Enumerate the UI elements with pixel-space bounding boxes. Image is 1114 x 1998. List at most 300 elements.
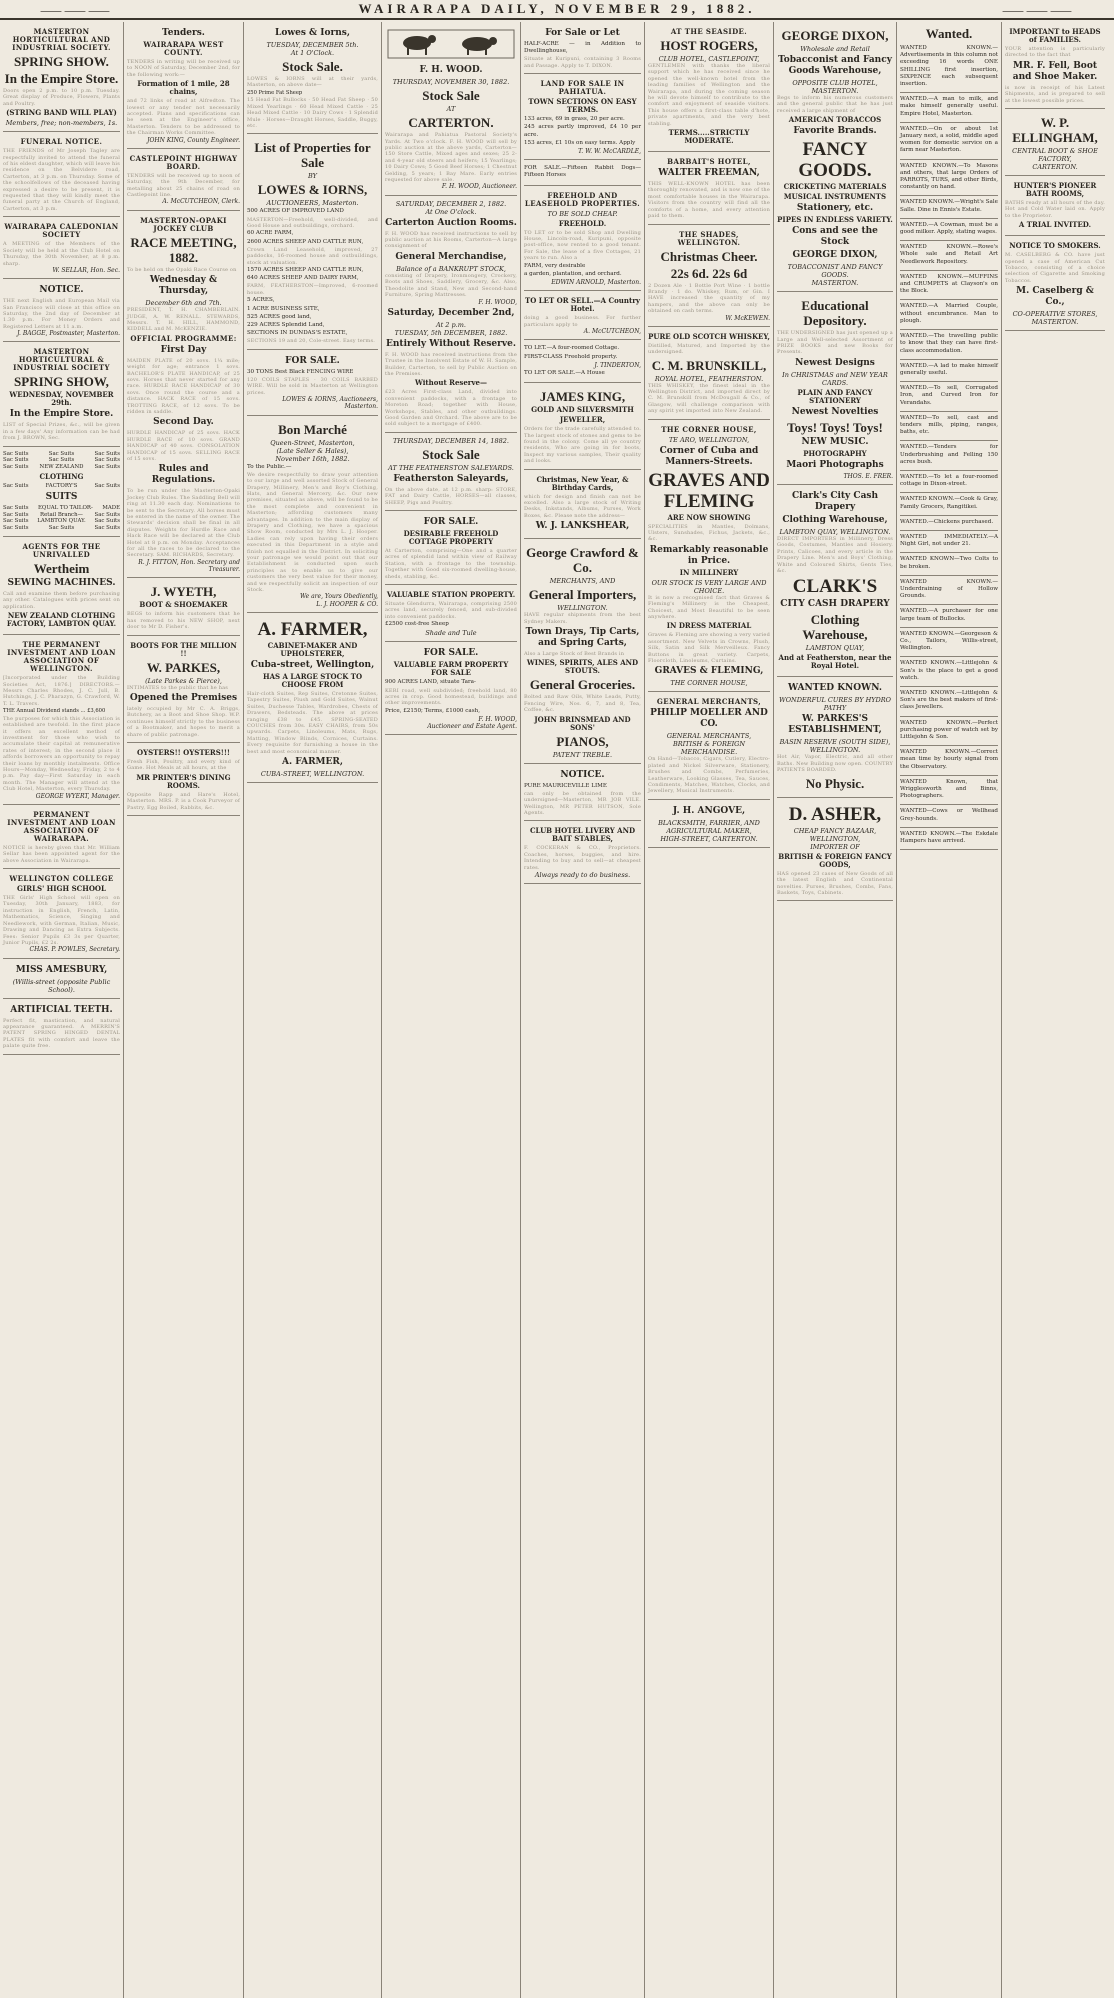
club-sub: Always ready to do business. (534, 871, 631, 880)
featherston-body: On the above date, at 12 p.m. sharp: STORE, FAT and Dairy Cattle, HORSES—all classes, SHEEP, Pigs and Poultry. (385, 486, 517, 506)
station-title: VALUABLE STATION PROPERTY. (386, 590, 516, 600)
wanted-item: WANTED KNOWN.—Littlejohn & Son's is the place to get a good watch. (900, 658, 998, 687)
wanted-item: WANTED.—A Cowman, must be a good milker. Apply, stating wages. (900, 220, 998, 241)
wertheim-body: Call and examine them before purchasing any other. Catalogues with prices sent on application. (3, 590, 120, 610)
mccardle: T. W. W. McCARDLE, (578, 148, 641, 156)
wanted-item: WANTED KNOWN.—To Masons and others, that large Orders of PARROTS, TURS, and other Birds, constantly on hand. (900, 161, 998, 197)
station-property (385, 587, 517, 642)
american-tobaccos: AMERICAN TOBACCOS (788, 115, 882, 125)
fell-boot: MR. F. Fell, Boot and Shoe Maker. (1012, 60, 1098, 82)
college-sig: CHAS. P. POWLES, Secretary. (29, 946, 120, 954)
wanted-list (900, 43, 998, 850)
musical: MUSICAL INSTRUMENTS (783, 192, 887, 202)
brunskill-name: C. M. BRUNSKILL, (651, 357, 767, 373)
acres-153: 153 acres, £1 10s on easy terms. Apply (524, 139, 636, 146)
formation: Formation of 1 mile, 28 chains, (137, 79, 230, 97)
club-stables-title: CLUB HOTEL LIVERY AND BAIT STABLES, (529, 826, 636, 844)
city-cash: CITY CASH DRAPERY (780, 599, 890, 610)
dixon-body: Begs to inform his numerous customers and the general public that he has just received a large shipment of (777, 95, 893, 114)
caledonian-body: A MEETING of the Members of the Society will be held at the Club Hotel on Thursday, the 30th November, at 8 p.m. sharp. (3, 241, 120, 267)
acres-1570: 1570 ACRES SHEEP AND CATTLE RUN, (247, 267, 364, 274)
notice-body: THE next English and European Mail via San Francisco will close at this office on Saturday, the 2nd day of December at 1.30 p.m. For Money Orders and Registered Letters at 11 a.m. (3, 298, 120, 330)
wood-head: F. H. WOOD. (419, 65, 483, 76)
christmas-cards: Christmas, New Year, & Birthday Cards, (536, 474, 629, 492)
town-sections: TOWN SECTIONS ON EASY TERMS. (528, 97, 637, 115)
wood-date: THURSDAY, NOVEMBER 30, 1882. (392, 78, 510, 87)
wanted-item: WANTED.—The travelling public to know that they can have first-class accommodation. (900, 331, 998, 360)
patent-treble: PATENT TREBLE. (552, 750, 613, 759)
county-title: WAIRARAPA WEST COUNTY. (143, 40, 224, 57)
agents-label: AGENTS FOR THE UNRIVALLED (22, 541, 101, 559)
wood-sig-2: F. H. WOOD, (478, 298, 517, 306)
crawford-body: HAVE regular shipments from the best Sydney Makers. (524, 612, 641, 625)
fencing-wire-ad (247, 352, 378, 416)
wanted-item: WANTED—Cows or Wellhead Grey-hounds. (900, 806, 998, 827)
freeman-ad (648, 154, 770, 224)
wyeth-ad (127, 580, 240, 635)
asher-name: D. ASHER, (788, 803, 882, 825)
sale-date: TUESDAY, DECEMBER 5th. (266, 41, 359, 49)
acres-500-body: MASTERTON—Freehold, well-divided, and Good House and outbuildings, orchard. (247, 216, 378, 230)
stock-list: 15 Head Fat Bullocks · 50 Head Fat Sheep · 50 Mixed Yearlings · 60 Head Mixed Cattle · 25 Head Mixed Cattle · 10 Dairy Cows · 1 Splendid Mule · Horses—Draught Horses, Saddle, Buggy, etc. (247, 97, 378, 130)
wanted-item: WANTED KNOWN.—Underdraining of Hollow Grounds. (900, 577, 998, 606)
crawford-wellington: WELLINGTON. (557, 604, 608, 613)
tobacconist: Tobacconist and Fancy Goods Warehouse, (778, 55, 892, 76)
permanent2-title: PERMANENT INVESTMENT AND LOAN ASSOCIATION OF WAIRARAPA. (7, 809, 116, 843)
hunters-body: BATHS ready at all hours of the day. Hot and Cold Water laid on. Apply to the Proprietor. (1005, 200, 1105, 219)
without-body: £23 Acres First-class Land, divided into convenient paddocks, with a frontage to Moreton Road; together with House, Workshops, Stables, and other outbuildings. Good Garden and Orchard. The above are to be sold subject to a mortgage of £400. (385, 389, 517, 428)
bon-title: Bon Marché (278, 421, 347, 437)
miss-amesbury (3, 961, 120, 999)
highway-sig: A. McCUTCHEON, Clerk. (162, 198, 240, 206)
wanted-item: WANTED.—A purchaser for one large team of Bullocks. (900, 606, 998, 627)
college-ad (3, 871, 120, 958)
farmer-name: A. FARMER, (257, 618, 368, 640)
artificial-teeth (3, 1001, 120, 1055)
wanted-item: WANTED KNOWN.—Correct mean time by hourly signal from the Observatory. (900, 747, 998, 776)
without-reserve: Without Reserve— (414, 378, 488, 388)
land-sale: LAND FOR SALE IN PAHIATUA. (540, 79, 625, 97)
wood-sale-body: Wairarapa and Pahiatua Pastoral Society's Yards. At Two o'clock. F. H. WOOD will sell by public auction at the above yards, Carterton—150 Store Cattle, Mixed ages and sexes; 25 2- and 4-year old steers and heifers; 15 Yearlings; 10 Dairy Cows; 5 Good Beef Horses; 1 Chestnut Gelding, 5 years; 1 Bay Mare. Early entries requested for above sale. (385, 132, 517, 184)
farmer-name-2: A. FARMER, (281, 756, 343, 767)
for-sale-or-let: For Sale or Let (545, 28, 620, 38)
entirely-without-reserve: Entirely Without Reserve. (386, 338, 516, 349)
auctioneers-sub: AUCTIONEERS, Masterton. (266, 199, 359, 208)
farmer-stock: HAS A LARGE STOCK TO CHOOSE FROM (262, 671, 363, 689)
oysters: OYSTERS!! OYSTERS!!! (137, 747, 230, 757)
wanted-item: WANTED.—Tenders for Underbrushing and Felling 150 acres bush. (900, 442, 998, 471)
mcfarlane: A. McCUTCHEON, (583, 328, 641, 336)
oysters-ad (127, 745, 240, 816)
dixon-wholesale: Wholesale and Retail (800, 45, 870, 53)
rules-body: To be run under the Masterton-Opaki Jockey Club Rules. The Saddling Bell will ring at 11.30 each day. Nominations to be sent to the Secretary. All horses must be entered in the name of the owner. The Stewards' decision shall be final in all disputes. Weights for Hurdle Race and Hack Race will be declared at the Club Hotel at 8 p.m. on Monday. Acceptances for all the races to be declared to the Secretary. SAM. RICHARDS, Secretary. (127, 488, 240, 559)
graves-body: SPECIALITIES in Mantles, Dolmans, Ulsters, Sunshades, Fichus, Jackets, &c., &c. (648, 523, 770, 543)
wanted-title: Wanted. (925, 26, 973, 41)
station-sub: Shade and Tule (425, 629, 477, 638)
favorite-brands: Favorite Brands. (793, 126, 877, 137)
column-7 (774, 22, 897, 1998)
funeral-notice (3, 134, 120, 217)
suits-clothing: CLOTHING (39, 471, 84, 481)
empire-store-title: In the Empire Store. (4, 71, 119, 86)
permanent2-body: NOTICE is hereby given that Mr. William Sellar has been appointed agent for the above Association in Wairarapa. (3, 844, 120, 864)
sat-dec-2: Saturday, December 2nd, (387, 307, 515, 318)
rules-sig: R. J. FITTON, Hon. Secretary and Treasurer. (138, 558, 240, 574)
parkes-body: INTIMATES to the public that he has (127, 684, 229, 691)
wanted-item: WANTED KNOWN.—Perfect purchasing power of watch set by Littlejohn & Son. (900, 718, 998, 747)
wanted-item: WANTED Known, that Wrigglesworth and Binns, Photographers. (900, 777, 998, 806)
clothing-2: Clothing Warehouse, (802, 612, 868, 643)
parkes-establishment: W. PARKES'S ESTABLISHMENT, (788, 714, 882, 736)
column-3 (244, 22, 382, 1998)
cabinet-maker: CABINET-MAKER AND UPHOLSTERER, (267, 640, 358, 658)
cottage-let (524, 342, 641, 383)
sections-body: SECTIONS 19 and 20, Cole-street. Easy terms. (247, 338, 376, 345)
desirable-cottage: DESIRABLE FREEHOLD COTTAGE PROPERTY (403, 528, 499, 546)
wanted-item: WANTED.—On or about 1st January next, a solid, middle aged women for domestic service on a farm near Masterton. (900, 124, 998, 160)
show2-date: WEDNESDAY, NOVEMBER 29th. (9, 390, 114, 408)
featherston-sale (385, 435, 517, 511)
dixon-ad (777, 24, 893, 292)
tenders-sig: JOHN KING, County Engineer. (147, 136, 240, 144)
race-officers: PRESIDENT, T. H. CHAMBERLAIN. JUDGE, A. W. RENALL. STEWARDS, Messrs. T. H. HILL, HAMMOND, KIDDELL and M. McKENZIE. (127, 307, 240, 333)
columns (0, 22, 1114, 1998)
highway-ad (127, 151, 240, 211)
groceries-body: Bolted and Raw Oils, White Leads, Putty, Fencing Wire, Nos. 6, 7, and 8, Tea, Coffee, &c. (524, 694, 641, 714)
members-fee: Members, free; non-members, 1s. (5, 119, 118, 128)
parkes-hydro (777, 679, 893, 797)
wood-at-one: At One O'clock. (425, 207, 477, 216)
rogers-name: HOST ROGERS, (660, 38, 758, 53)
sale-time: At 1 O'Clock. (290, 49, 335, 57)
show2-body: LIST of Special Prizes, &c., will be given in a few days' Any information can be had from J. BROWN, Sec. (3, 422, 120, 442)
pipes: PIPES IN ENDLESS VARIETY. (777, 215, 893, 225)
wertheim-name: Wertheim (33, 560, 90, 576)
acres-640: 640 ACRES SHEEP AND DAIRY FARM, (247, 275, 359, 282)
wood-at: AT (446, 105, 456, 114)
programme-title: OFFICIAL PROGRAMME: (130, 333, 237, 343)
acres-2600: 2600 ACRES SHEEP AND CATTLE RUN, (247, 238, 364, 245)
station-price: £2500 cost-free Sheep (385, 621, 449, 628)
wanted-item: WANTED KNOWN.—Cook & Gray, Family Grocers, Rangitikei. (900, 494, 998, 515)
ellingham-ad (1005, 111, 1105, 176)
to-let-house: TO LET OR SALE.—A House (524, 369, 605, 376)
high-street: HIGH-STREET, CARTERTON. (660, 834, 758, 843)
properties-list (247, 136, 378, 349)
cuba-street: Cuba-street, Wellington, (250, 659, 375, 670)
wanted-item: WANTED KNOWN.—Wright's Sale Salle. Dine in Ennis's Estate. (900, 197, 998, 218)
shades-title: THE SHADES, WELLINGTON. (677, 229, 741, 247)
boot-factory: CENTRAL BOOT & SHOE FACTORY, (1012, 147, 1098, 164)
hydro-body: Hot Air, Vapor, Electric, and all other Baths. New Building now open. COUNTRY PATIENTS BOARDED. (777, 754, 893, 774)
column-1 (0, 22, 124, 1998)
graves-fleming: GRAVES AND FLEMING (648, 469, 770, 512)
masthead-rule-right: ⸺⸺⸺ (1002, 2, 1074, 18)
wood-rooms-sale (385, 198, 517, 433)
featherston-yards: AT THE FEATHERSTON SALEYARDS. (388, 463, 514, 472)
notice-5: NOTICE. (560, 769, 605, 780)
carterton-rooms: Carterton Auction Rooms. (385, 217, 517, 228)
teeth-body: Perfect fit, mastication, and natural appearance guaranteed. A MERRIN'S PATENT SPRING HINGED DENTAL PLATES fit with comfort and leave the palate quite free. (3, 1017, 120, 1050)
cheap: TO BE SOLD CHEAP. (547, 209, 618, 218)
acres-525: 525 ACRES good land, (247, 313, 312, 320)
freehold-title: FREEHOLD AND LEASEHOLD PROPERTIES. (524, 190, 641, 208)
miss-name: MISS AMESBURY, (15, 964, 108, 975)
caselberg-name: M. Caselberg & Co., (1016, 286, 1094, 308)
bon-date: November 16th, 1882. (275, 454, 350, 463)
cottage-let-line: TO LET.—A four-roomed Cottage. (524, 345, 620, 352)
show2-society: MASTERTON HORTICULTURAL & INDUSTRIAL SOCIETY (13, 347, 110, 373)
sewing-machines: SEWING MACHINES. (7, 577, 116, 588)
opposite-club: OPPOSITE CLUB HOTEL, MASTERTON. (792, 79, 878, 95)
crawford-importers: General Importers, (528, 587, 637, 603)
cottage-body: At Carterton, comprising—One and a quarter acres of splendid land within view of Railway Station, with a frontage to the township. Together with Good six-roomed dwelling-house, sheds, stabling, &c. (385, 547, 517, 580)
suits-ad: Sac Suits Sac Suits Sac Suits Sac Suits Sac Suits Sac Suits Sac Suits NEW ZEALAND Sac Suits CLOTHING Sac Suits FACTORY'S Sac Suits SUITS Sac Suits EQUAL TO TAILOR- MADE Sac Suits Retail Branch— Sac Suits Sac Suits LAMBTON QUAY. Sac Suits Sac Suits Sac Suits Sac Suits (3, 449, 120, 537)
moeller-general: GENERAL MERCHANTS, (666, 732, 752, 741)
millinery-body: It is now a recognised fact that Graves & Fleming's Millinery is the Cheapest, Choicest, and Most Beautiful to be seen anywhere. (648, 594, 770, 621)
society-name: MASTERTON HORTICULTURAL AND INDUSTRIAL SOCIETY. (12, 27, 111, 52)
bon-body: We desire respectfully to draw your attention to our large and well assorted Stock of General Drapery, Millinery, Men's and Boy's Clothing, Hats, and General Mercery, &c. Our new premises, situated as above, will be found to be the most complete and convenient in Masterton; affording customers many advantages. In addition to the main display of Drapery and Clothing, we have a spacious Show Room, conducted by Mrs L. J. Hooper. Ladies can rely upon having their orders executed in this Department in a style and finish not equalled in the District. In soliciting your patronage we would point out that our Establishment is conducted upon such principles as to enable us to give our customers the very best value for their money, and we respectfully solicit an inspection of our Stock. (247, 471, 378, 594)
properties-title: List of Properties for Sale (254, 140, 371, 171)
moeller-ad (648, 694, 770, 799)
stock-large: OUR STOCK IS VERY LARGE AND CHOICE. (651, 578, 767, 595)
permanent-sig: GEORGE WYERT, Manager. (35, 792, 120, 800)
for-sale-farm: FOR SALE. (423, 648, 479, 659)
first-day: First Day (160, 344, 207, 355)
shades-ad (648, 227, 770, 327)
crawford-merchants: MERCHANTS, AND (549, 577, 616, 586)
general-merchandise: General Merchandise, (395, 251, 507, 262)
lime-body: can only be obtained from the undersigned—Masterton, MR JOB VILE. Wellington, MR PETER HUTSON, Sole Agents. (524, 790, 641, 817)
club-body: F. COCKERAN & CO., Proprietors. Coaches, horses, buggies, and hire. Intending to buy and to sell—at cheapest rates. (524, 845, 641, 871)
millinery: IN MILLINERY (679, 567, 739, 577)
sections: SECTIONS IN DUNDAS'S ESTATE, (247, 330, 348, 337)
new-music: NEW MUSIC. (801, 436, 869, 447)
jeweller: JEWELLER, (559, 415, 606, 425)
acres-2600-body: Crown Land Leasehold, improved, 27 paddocks, 16-roomed house and outbuildings, stock at valuation. (247, 246, 378, 266)
parkes-sub: (Late Parkes & Pierce), (145, 676, 222, 685)
wonderful-cures: WONDERFUL CURES BY HYDRO PATHY (779, 696, 891, 713)
rabbit-dogs (524, 162, 641, 185)
miss-sub: (Willis-street (opposite Public School). (12, 977, 111, 994)
lowes-firm: Lowes & Iorns, (275, 28, 350, 38)
lime-notice (524, 766, 641, 822)
wood-stock-sale-title: Stock Sale (422, 88, 480, 104)
notice-title: NOTICE. (39, 285, 84, 296)
important-body: YOUR attention is particularly directed to the fact that (1005, 46, 1105, 59)
hunters-ad (1005, 178, 1105, 236)
newest-designs: Newest Designs (795, 357, 875, 368)
frer-sig: THOS. E. FRER. (843, 472, 893, 480)
livestock-icon (387, 29, 515, 59)
tinsdale: J. TINDERTON, (594, 361, 641, 369)
clarks-ad (777, 487, 893, 677)
ellingham-name: W. P. ELLINGHAM, (1012, 115, 1098, 146)
graves-fleming-2: GRAVES & FLEMING, (654, 666, 764, 677)
educational-ad (777, 294, 893, 485)
reserve-body: F. H. WOOD has received instructions from the Trustee in the Insolvent Estate of W. H. Sample, Builder, Carterton, to sell by Public Auction on the Premises. (385, 351, 517, 377)
asher-ad (777, 800, 893, 902)
wines: WINES, SPIRITS, ALES AND STOUTS. (526, 658, 639, 676)
lambton-2: LAMBTON QUAY, (805, 644, 865, 653)
funeral-body: THE FRIENDS of Mr Joseph Tagley are respectfully invited to attend the funeral of his eldest daughter, which will leave his residence on the Belvidere road, Carterton, at 3 p.m. on Thursday. Some of the schoolfellows of the deceased having expressed a desire to be present, it is requested that they will kindly meet the funeral party at the Church of England, Carterton, at 3 p.m. (3, 148, 120, 212)
dress-material: IN DRESS MATERIAL (666, 621, 752, 631)
permanent-body-2: The purposes for which this Association is established are twofold. In the first place it offers an excellent method of investment for those who wish to accumulate their capital at remunerative rates of interest; in the second place it affords borrowers an opportunity to repay their loans by monthly instalments. Office Hours—Monday, Wednesday, Friday, 2 to 4 p.m. Pay day—First Saturday in each month. The Manager will attend at the Club Hotel, Masterton, every Thursday. (3, 715, 120, 793)
xmas-cards: In CHRISTMAS and NEW YEAR CARDS. (782, 370, 888, 387)
corner-house: THE CORNER HOUSE, (661, 424, 757, 434)
lowes-sale-ad (247, 24, 378, 134)
general-merchants: GENERAL MERCHANTS, (656, 697, 762, 707)
bon-yours: We are, Yours Obediently, (299, 593, 378, 601)
seaside: AT THE SEASIDE. (670, 27, 748, 36)
tue-5-dec: TUESDAY, 5th DECEMBER, 1882. (394, 328, 508, 337)
cons-stock: Cons and see the Stock (792, 226, 878, 248)
girls-school: GIRLS' HIGH SCHOOL (17, 884, 106, 894)
drays-body: Also a Large Stock of Best Brands in (524, 650, 625, 657)
maori-photographs: Maori Photographs (786, 459, 884, 470)
wood-sat-date: SATURDAY, DECEMBER 2, 1882. (395, 199, 507, 208)
farm-property (385, 644, 517, 735)
importer-of: IMPORTER OF (810, 842, 860, 851)
highway-title: CASTLEPOINT HIGHWAY BOARD. (129, 153, 238, 171)
second-day: Second Day. (153, 417, 214, 428)
country-hotel-body: doing a good business. For further particulars apply to (524, 315, 641, 328)
cottage-property (385, 513, 517, 585)
wanted-known-7: WANTED KNOWN. (787, 683, 883, 694)
freeman-body: THIS WELL-KNOWN HOTEL has been thoroughly renovated, and is now one of the most comfortable houses in the Wairarapa. Visitors from the country will find all the comforts of a home, and every attention paid to them. (648, 181, 770, 220)
trial-invited: A TRIAL INVITED. (1018, 220, 1092, 230)
tons-wire: 30 TONS Best Black FENCING WIRE (247, 368, 354, 375)
stationery: Stationery, etc. (796, 203, 874, 214)
second-day-body: HURDLE HANDICAP of 25 sovs. HACK HURDLE RACE of 10 sovs. GRAND HANDICAP of 40 sovs. CONSOLATION HANDICAP of 15 sovs. SELLING RACE of 15 sovs. (127, 430, 240, 462)
crawford-name: George Crawford & Co. (526, 545, 639, 576)
royal-hotel: ROYAL HOTEL, FEATHERSTON. (654, 374, 764, 383)
farm-desirable: FARM, very desirable (524, 262, 586, 269)
funeral-title: FUNERAL NOTICE. (20, 137, 103, 147)
college-title: WELLINGTON COLLEGE (9, 874, 114, 884)
column-4 (382, 22, 521, 1998)
race-dates: December 6th and 7th. (145, 299, 222, 308)
clarks-big: CLARK'S (792, 576, 878, 598)
farm-sig-sub: Auctioneer and Estate Agent. (427, 723, 517, 731)
freehold-sig: EDWIN ARNOLD, Masterton. (551, 279, 641, 287)
scotch-whisky: PURE OLD SCOTCH WHISKEY, (648, 331, 770, 341)
corner-streets: Corner of Cuba and Manners-Streets. (659, 445, 759, 467)
wire-body: 120 COILS STAPLES · 30 COILS BARBED WIRE. Will be sold in Masterton at Wellington prices. (247, 376, 378, 396)
million: BOOTS FOR THE MILLION !! (130, 640, 237, 658)
freehold-properties (524, 188, 641, 292)
country-hotel-title: TO LET OR SELL.—A Country Hotel. (525, 296, 640, 314)
horticultural-body: Doors open 2 p.m. to 10 p.m. Tuesday. Great display of Produce, Flowers, Plants and Poultry. (3, 88, 120, 107)
oysters-body: Fresh Fish, Poultry, and every kind of Game. Hot Meals at all hours, at the (127, 758, 240, 772)
clothing-warehouse: Clothing Warehouse, (782, 515, 888, 526)
caledonian-sig: W. SELLAR, Hon. Sec. (52, 266, 120, 274)
wanted-item: WANTED IMMEDIATELY.—A Night Girl, not under 21. (900, 532, 998, 553)
dress-body: Graves & Fleming are showing a very varied assortment. New Velvets in Crowns, Plush, Silk, Satin and Silk Merveilleux. Fancy Buttons in great variety. Carpets, Floorcloth, Linoleums, Curtains. (648, 632, 770, 665)
show2-title: SPRING SHOW, (14, 374, 109, 390)
wire-sig: LOWES & IORNS, Auctioneers, Masterton. (282, 396, 378, 411)
caselberg-body: M. CASELBERG & CO. have just opened a case of American Cut Tobacco, consisting of a choice selection of Cigarette and Smoking Tobaccos. (1005, 252, 1105, 284)
shades-sig: W. McKEWEN. (725, 314, 770, 322)
now-showing: ARE NOW SHOWING (667, 512, 751, 522)
first-day-body: MAIDEN PLATE of 20 sovs. 1¼ mile; weight for age; entrance 1 sovs. BACHELOR'S PLATE HANDICAP, of 25 sovs. Horses that never started for any race. HURDLE RACE HANDICAP of 30 sovs. Once round the course and a distance. HACK RACE of 15 sovs. TROTTING RACE, of 12 sovs. To be ridden in saddle. (127, 357, 240, 415)
premises: Opened the Premises (129, 692, 238, 703)
station-body: Situate Glendurra, Wairarapa, comprising 2500 acres land, securely fenced, and sub-divided into convenient paddocks. (385, 601, 517, 620)
bon-marche-ad (247, 418, 378, 613)
freehold-2: FREEHOLD. (558, 218, 607, 228)
acres-229: 229 ACRES Splendid Land, (247, 321, 325, 328)
toys: Toys! Toys! Toys! (787, 419, 883, 435)
dixon-name-2: GEORGE DIXON, (792, 250, 878, 261)
tobacco-2: TOBACCONIST AND FANCY GOODS. (787, 263, 883, 280)
angove-name: J. H. ANGOVE, (672, 805, 746, 816)
stock-sale-2: Stock Sale (422, 446, 480, 462)
moeller-body: On Hand—Tobacco, Cigars, Cutlery, Electro-plated and Nickel Silverware, Stationery, Brushes and Combs, Perfumeries, Leatherware, Looking Glasses, Tea, Sauces, Condiments, Matches, Watches, Clocks, and Jewellery, Musical Instruments. (648, 756, 770, 795)
rogers-body: GENTLEMEN with thanks the liberal support which he has received since he opened the well-known hotel from the leading families of Wellington and the Wairarapa, and during the coming season he will devote himself to contribute to the comfort and enjoyment of seaside visitors. This house offers a first-class table d'hote, private apartments, and the very best stabling. (648, 63, 770, 127)
at-2pm: At 2 p.m. (436, 320, 466, 329)
rogers-ad (648, 24, 770, 152)
farmer-ad (247, 615, 378, 783)
farm-body: KERI road, well subdivided; freehold land, 80 acres in crop. Good homestead, buildings and other improvements. (385, 687, 517, 707)
column-6 (645, 22, 774, 1998)
stock-sale-title: Stock Sale. (282, 59, 343, 74)
wood-sig-1: F. H. WOOD, Auctioneer. (441, 183, 517, 191)
acres-1: 1 ACRE BUSINESS SITE, (247, 305, 320, 312)
horticultural-ad (3, 24, 120, 132)
race-meeting: RACE MEETING, 1882. (130, 234, 237, 265)
gold-silversmith: GOLD AND SILVERSMITH (531, 405, 634, 415)
educational-body: THE UNDERSIGNED has just opened up a Large and Well-selected Assortment of PRIZE BOOKS and new Books for Presents. (777, 330, 893, 356)
novelties: Newest Novelties (791, 406, 879, 417)
race-intro: To be held on the Opaki Race Course on (127, 266, 237, 273)
wanted-item: WANTED.—Chickens purchased. (900, 517, 998, 531)
farmer-cuba-2: CUBA-STREET, WELLINGTON. (260, 769, 365, 778)
acres-5: 5 ACRES, (247, 297, 275, 304)
clarks-body: DIRECT IMPORTERS in Millinery, Dress Goods, Costumes, Mantles and Hosiery. Prints, Calicoes, and every article in the Drapery Line. Men's and Boys' Clothing, White and Coloured Shirts, Gents Ties, &c. (777, 536, 893, 575)
angove-ad (648, 802, 770, 848)
plain-fancy: PLAIN AND FANCY STATIONERY (797, 387, 873, 405)
for-sale-let (524, 24, 641, 74)
college-body: THE Girls' High School will open on Tuesday, 30th January, 1883, for instruction in English, French, Latin, Mathematics, Science, Singing and Needlework, with German, Italian, Music, Drawing and Dancing as Extra Subjects. Fees: Senior Pupils £3 3s per Quarter, Junior Pupils, £2 2s. (3, 895, 120, 946)
masthead-title: WAIRARAPA DAILY, NOVEMBER 29, 1882. (358, 1, 756, 16)
acres-133: 133 acres, 69 in grass, 20 per acre. (524, 116, 625, 123)
groceries: General Groceries. (529, 677, 636, 693)
walter-freeman: WALTER FREEMAN, (658, 168, 760, 179)
wanted-item: WANTED.—A man to milk, and make himself generally useful. Empire Hotel, Masterton. (900, 94, 998, 123)
masthead (0, 0, 1114, 20)
wyeth-trade: BOOT & SHOEMAKER (139, 600, 228, 610)
wyeth-body: BEGS to inform his customers that he has removed to his NEW SHOP, next door to Mr D. Fisher's. (127, 611, 240, 631)
photography: PHOTOGRAPHY (803, 448, 867, 458)
freehold-body: TO LET or to be sold Shop and Dwelling House, Lincoln-road, Kuripuni, opposite post-office, now rented to a good tenant. For Sale, the lease of a five Cottages, 21 years to run. Also a (524, 229, 641, 262)
wanted-item: WANTED KNOWN.—Littlejohn & Son's are the best makers of first-class Jewellers. (900, 688, 998, 717)
parkes-name: W. PARKES, (146, 659, 221, 675)
jockey-title: MASTERTON-OPAKI JOCKEY CLUB (140, 215, 227, 233)
wood-carterton: CARTERTON. (408, 115, 494, 131)
important: IMPORTANT to HEADS of FAMILIES. (1009, 27, 1101, 44)
shades-body: 2 Dozen Ale · 1 Bottle Port Wine · 1 bottle Brandy · 1 do. Whiskey, Rum, or Gin. I HAVE increased the quantity of my hampers, and the above can only be obtained on cash terms. (648, 282, 770, 315)
brunskill-ad (648, 329, 770, 420)
king-name: JAMES KING, (539, 389, 626, 405)
mauriceville-lime: PURE MAURICEVILLE LIME (524, 782, 607, 789)
acres-245: 245 acres partly improved, £4 10 per acre. (524, 124, 641, 138)
prime-sheep: 250 Prime Fat Sheep (247, 89, 303, 96)
spring-show-title: SPRING SHOW. (14, 54, 109, 69)
graves-fleming-ad (648, 422, 770, 693)
wanted-item: WANTED KNOWN.—Georgeson & Co., Tailors, Willis-street, Wellington. (900, 629, 998, 658)
show2-place: In the Empire Store. (9, 409, 114, 420)
saleyards-title: Featherston Saleyards, (393, 473, 509, 484)
